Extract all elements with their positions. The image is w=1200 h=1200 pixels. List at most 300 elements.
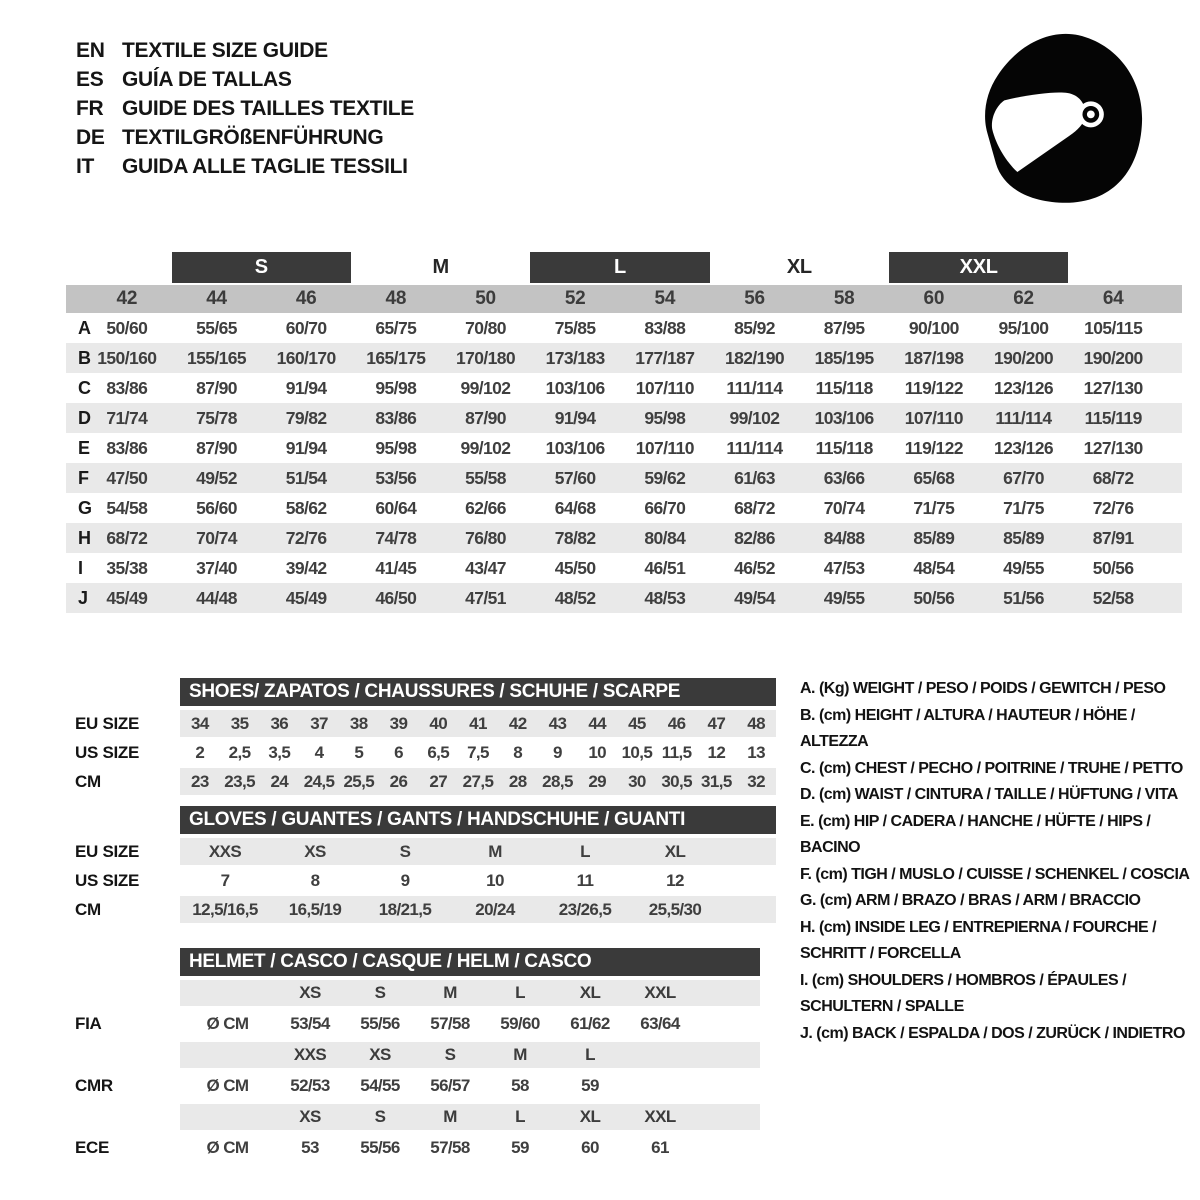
row-cells: [180, 980, 760, 1006]
helmet-table: [60, 948, 760, 1166]
size-value-cell: 60/70: [285, 317, 327, 338]
size-value-cell: 47/53: [823, 557, 865, 578]
size-value-cell: 190/200: [993, 347, 1054, 368]
size-value-cell: 65/75: [375, 317, 417, 338]
language-code: IT: [76, 155, 95, 178]
size-value-cell: 127/130: [1083, 437, 1143, 458]
gloves-table: [60, 806, 776, 925]
size-group-row: [66, 252, 1182, 283]
size-value-cell: 83/88: [644, 317, 686, 338]
size-value-cell: 165/175: [366, 347, 426, 368]
size-value-cell: 45/50: [554, 557, 596, 578]
row-label: CM: [75, 899, 101, 919]
size-value-cell: 56/60: [196, 497, 237, 518]
value-cell: 45: [628, 713, 646, 733]
size-value-cell: 44/48: [196, 587, 237, 608]
size-value-cell: 105/115: [1084, 317, 1143, 338]
value-cell: 10: [588, 742, 607, 762]
size-value-cell: 99/102: [460, 377, 511, 398]
size-value-cell: 55/65: [196, 317, 237, 338]
legend-item: D. (cm) WAIST / CINTURA / TAILLE / HÜFTUNG / VITA: [800, 786, 1178, 803]
size-column-header: 44: [206, 288, 227, 309]
size-value-cell: 49/55: [823, 587, 865, 608]
helmet-value-cell: 63/64: [640, 1014, 680, 1033]
size-value-cell: 75/78: [196, 407, 237, 428]
row-cells: [180, 739, 776, 766]
row-label: [60, 980, 180, 1006]
helmet-value-cell: 55/56: [360, 1138, 400, 1157]
value-cell: 43: [548, 713, 567, 733]
size-value-cell: 115/118: [815, 437, 873, 458]
value-cell: 32: [747, 771, 765, 791]
size-value-cell: 87/90: [196, 437, 237, 458]
size-value-cell: 48/52: [554, 587, 596, 608]
size-value-cell: 170/180: [455, 347, 516, 368]
size-value-cell: 47/51: [465, 587, 506, 608]
size-table-row: [66, 493, 1182, 523]
row-label: US SIZE: [75, 742, 140, 762]
size-value-cell: 78/82: [554, 527, 596, 548]
size-column-header: 62: [1013, 288, 1034, 309]
value-cell: L: [580, 841, 590, 861]
helmet-value-cell: 57/58: [430, 1014, 470, 1033]
value-cell: 9: [553, 742, 562, 762]
size-value-cell: 111/114: [726, 377, 783, 398]
value-cell: 39: [389, 713, 408, 733]
value-cell: 27: [429, 771, 448, 791]
size-value-cell: 115/118: [815, 377, 873, 398]
row-label: EU SIZE: [75, 713, 140, 733]
language-row: [76, 152, 414, 181]
value-cell: 12,5/16,5: [192, 899, 258, 919]
size-value-cell: 51/56: [1003, 587, 1044, 608]
size-value-cell: 103/106: [545, 437, 605, 458]
size-value-cell: 49/54: [734, 587, 775, 608]
size-value-cell: 91/94: [285, 437, 327, 458]
language-code: DE: [76, 126, 105, 149]
shoes-rows: [60, 710, 776, 795]
size-value-cell: 71/75: [913, 497, 955, 518]
row-letter-label: H: [78, 527, 91, 548]
language-code: FR: [76, 97, 104, 120]
size-value-cell: 35/38: [106, 557, 148, 578]
racing-helmet-svg: [966, 26, 1158, 212]
value-cell: 8: [310, 870, 320, 890]
table-row: [60, 768, 776, 795]
size-value-cell: 72/76: [285, 527, 327, 548]
helmet-value-cell: 61/62: [570, 1014, 610, 1033]
value-cell: 25,5: [343, 771, 375, 791]
value-cell: XL: [664, 841, 686, 861]
measurement-legend: [800, 676, 1198, 1047]
helmet-sections: [60, 980, 760, 1164]
size-column-header: 50: [475, 288, 496, 309]
value-cell: 6: [394, 742, 403, 762]
language-row: [76, 36, 414, 65]
language-label: GUIDE DES TAILLES TEXTILE: [122, 97, 414, 120]
shoes-table: [60, 678, 776, 797]
row-cells: [180, 1008, 760, 1040]
cert-label: ECE: [75, 1138, 110, 1157]
size-value-cell: 76/80: [465, 527, 506, 548]
size-value-cell: 68/72: [106, 527, 148, 548]
value-cell: 24: [270, 771, 289, 791]
value-cell: 11: [576, 870, 594, 890]
row-label: [60, 1042, 180, 1068]
value-cell: 44: [588, 713, 607, 733]
value-cell: 28,5: [542, 771, 573, 791]
size-value-cell: 51/54: [285, 467, 327, 488]
language-row: [76, 65, 414, 94]
size-value-cell: 48/54: [913, 557, 955, 578]
row-letter-label: A: [78, 317, 91, 338]
value-cell: 25,5/30: [648, 899, 702, 919]
value-cell: 47: [707, 713, 726, 733]
value-cell: 11,5: [661, 742, 692, 762]
helmet-size-cell: S: [374, 983, 386, 1002]
size-value-cell: 60/64: [375, 497, 417, 518]
value-cell: 23,5: [224, 771, 255, 791]
size-value-cell: 182/190: [724, 347, 785, 368]
row-label: [60, 1104, 180, 1130]
value-cell: 38: [349, 713, 368, 733]
legend-item: I. (cm) SHOULDERS / HOMBROS / ÉPAULES / SCHULTERN / SPALLE: [800, 971, 1127, 1015]
table-row: [60, 867, 776, 894]
helmet-value-cell: 61: [651, 1138, 669, 1157]
size-value-cell: 87/95: [823, 317, 865, 338]
size-value-cell: 111/114: [995, 407, 1052, 428]
value-cell: 2: [195, 742, 205, 762]
helmet-size-cell: L: [515, 983, 525, 1002]
value-cell: XS: [304, 841, 326, 861]
size-group-label: XL: [786, 256, 812, 278]
size-value-cell: 68/72: [1092, 467, 1134, 488]
value-cell: 7,5: [467, 742, 489, 762]
table-row: [60, 739, 776, 766]
value-cell: 3,5: [268, 742, 291, 762]
size-column-header: 58: [833, 288, 855, 309]
value-cell: 31,5: [701, 771, 732, 791]
size-value-cell: 43/47: [465, 557, 506, 578]
value-cell: 2,5: [228, 742, 251, 762]
helmet-value-cell: 57/58: [430, 1138, 470, 1157]
size-value-cell: 85/89: [913, 527, 955, 548]
value-cell: 16,5/19: [288, 899, 342, 919]
size-value-cell: 71/75: [1003, 497, 1044, 518]
size-value-cell: 70/80: [465, 317, 506, 338]
row-label: CM: [75, 771, 101, 791]
value-cell: 23/26,5: [558, 899, 612, 919]
size-value-cell: 54/58: [106, 497, 148, 518]
value-cell: XXS: [208, 841, 242, 861]
value-cell: 35: [230, 713, 249, 733]
row-cells: [180, 768, 776, 795]
value-cell: 12: [707, 742, 726, 762]
helmet-title: HELMET / CASCO / CASQUE / HELM / CASCO: [180, 948, 760, 976]
helmet-size-cell: L: [515, 1107, 525, 1126]
size-table-row: [66, 553, 1182, 583]
helmet-size-cell: XL: [579, 1107, 601, 1126]
value-cell: 10: [486, 870, 504, 890]
size-value-cell: 103/106: [814, 407, 874, 428]
language-label: GUIDA ALLE TAGLIE TESSILI: [122, 155, 408, 178]
size-column-header: 54: [654, 288, 676, 309]
helmet-size-cell: XXL: [644, 1107, 676, 1126]
size-value-cell: 70/74: [196, 527, 237, 548]
row-label: EU SIZE: [75, 841, 140, 861]
apparel-size-table: [66, 252, 1182, 613]
size-value-cell: 49/55: [1003, 557, 1044, 578]
legend-item: B. (cm) HEIGHT / ALTURA / HAUTEUR / HÖHE / ALTEZZA: [800, 706, 1135, 750]
helmet-size-cell: M: [513, 1045, 527, 1064]
size-column-header: 56: [744, 288, 765, 309]
helmet-value-row: [60, 1070, 760, 1102]
size-value-cell: 160/170: [276, 347, 336, 368]
size-value-cell: 68/72: [734, 497, 775, 518]
value-cell: 12: [666, 870, 684, 890]
value-cell: 7: [220, 870, 230, 890]
value-cell: 30: [628, 771, 646, 791]
size-table-row: [66, 523, 1182, 553]
value-cell: 28: [508, 771, 527, 791]
value-cell: 42: [508, 713, 527, 733]
helmet-value-cell: 59: [511, 1138, 529, 1157]
value-cell: 46: [667, 713, 686, 733]
legend-item: H. (cm) INSIDE LEG / ENTREPIERNA / FOURCHE / SCHRITT / FORCELLA: [800, 918, 1157, 962]
helmet-value-row: [60, 1008, 760, 1040]
legend-item: F. (cm) TIGH / MUSLO / CUISSE / SCHENKEL / COSCIA: [800, 865, 1190, 883]
value-cell: 18/21,5: [378, 899, 432, 919]
size-value-cell: 119/122: [904, 437, 963, 458]
size-value-cell: 75/85: [554, 317, 596, 338]
row-cells: [180, 838, 776, 865]
size-column-header: 42: [116, 288, 138, 309]
size-value-cell: 190/200: [1083, 347, 1143, 368]
size-column-header: 46: [295, 288, 317, 309]
helmet-value-cell: 54/55: [360, 1076, 400, 1095]
helmet-value-cell: 55/56: [360, 1014, 400, 1033]
size-group-label: XXL: [889, 252, 1068, 283]
helmet-value-cell: 52/53: [290, 1076, 330, 1095]
value-cell: 37: [310, 713, 328, 733]
size-value-cell: 50/56: [1092, 557, 1134, 578]
size-value-cell: 46/50: [375, 587, 417, 608]
size-value-cell: 46/51: [644, 557, 686, 578]
size-table-row: [66, 433, 1182, 463]
size-value-cell: 74/78: [375, 527, 417, 548]
size-column-header: 48: [385, 288, 407, 309]
unit-cell: Ø CM: [206, 1014, 249, 1033]
language-code: ES: [76, 68, 104, 91]
size-columns-band: [66, 285, 1182, 313]
size-value-cell: 173/183: [545, 347, 605, 368]
row-cells: [180, 1104, 760, 1130]
row-letter-label: C: [78, 377, 91, 398]
helmet-size-cell: XL: [579, 983, 601, 1002]
value-cell: 20/24: [475, 899, 515, 919]
table-row: [60, 896, 776, 923]
helmet-size-cell: S: [444, 1045, 456, 1064]
language-label: TEXTILE SIZE GUIDE: [122, 39, 328, 62]
value-cell: 4: [314, 742, 324, 762]
size-value-cell: 82/86: [734, 527, 775, 548]
size-value-cell: 185/195: [814, 347, 874, 368]
value-cell: 9: [400, 870, 410, 890]
size-value-cell: 52/58: [1092, 587, 1134, 608]
value-cell: 24,5: [303, 771, 335, 791]
size-value-cell: 83/86: [375, 407, 417, 428]
value-cell: 10,5: [621, 742, 653, 762]
size-value-cell: 187/198: [904, 347, 964, 368]
size-column-header: 60: [923, 288, 945, 309]
helmet-value-cell: 56/57: [430, 1076, 470, 1095]
legend-item: A. (Kg) WEIGHT / PESO / POIDS / GEWITCH / PESO: [800, 680, 1166, 697]
helmet-size-cell: S: [374, 1107, 386, 1126]
size-value-cell: 72/76: [1092, 497, 1134, 518]
unit-cell: Ø CM: [206, 1076, 249, 1095]
size-value-cell: 95/98: [375, 437, 417, 458]
value-cell: S: [399, 841, 411, 861]
value-cell: 26: [389, 771, 408, 791]
size-table-row: [66, 583, 1182, 613]
legend-item: G. (cm) ARM / BRAZO / BRAS / ARM / BRACCIO: [800, 892, 1141, 909]
size-value-cell: 50/56: [913, 587, 955, 608]
size-value-cell: 50/60: [106, 317, 148, 338]
value-cell: 40: [429, 713, 448, 733]
language-code: EN: [76, 39, 105, 62]
size-column-header: 64: [1102, 288, 1124, 309]
size-value-cell: 107/110: [635, 377, 694, 398]
size-value-cell: 95/100: [998, 317, 1049, 338]
value-cell: 6,5: [427, 742, 450, 762]
size-value-cell: 41/45: [375, 557, 417, 578]
helmet-value-cell: 53/54: [290, 1014, 330, 1033]
legend-item: J. (cm) BACK / ESPALDA / DOS / ZURÜCK / INDIETRO: [800, 1024, 1185, 1042]
size-value-cell: 84/88: [823, 527, 865, 548]
value-cell: 23: [191, 771, 209, 791]
size-value-cell: 155/165: [186, 347, 247, 368]
value-cell: 48: [747, 713, 765, 733]
size-value-cell: 150/160: [97, 347, 157, 368]
helmet-size-cell: XXS: [293, 1045, 327, 1064]
size-value-cell: 48/53: [644, 587, 686, 608]
size-value-cell: 45/49: [106, 587, 148, 608]
row-cells: [180, 1042, 760, 1068]
size-value-cell: 39/42: [285, 557, 327, 578]
row-letter-label: D: [78, 407, 91, 428]
size-value-cell: 91/94: [554, 407, 596, 428]
size-value-cell: 37/40: [196, 557, 237, 578]
size-value-cell: 53/56: [375, 467, 417, 488]
helmet-value-cell: 60: [581, 1138, 599, 1157]
size-table-row: [66, 373, 1182, 403]
size-value-cell: 59/62: [644, 467, 686, 488]
row-letter-label: I: [78, 557, 83, 578]
value-cell: 27,5: [462, 771, 494, 791]
row-cells: [180, 896, 776, 923]
size-column-header: 52: [564, 288, 586, 309]
size-value-cell: 63/66: [823, 467, 865, 488]
size-table-row: [66, 343, 1182, 373]
size-value-cell: 46/52: [734, 557, 775, 578]
row-cells: [180, 710, 776, 737]
size-value-cell: 45/49: [285, 587, 327, 608]
value-cell: 34: [191, 713, 209, 733]
row-cells: [180, 1132, 760, 1164]
legend-item: E. (cm) HIP / CADERA / HANCHE / HÜFTE / HIPS / BACINO: [800, 812, 1151, 856]
helmet-size-cell: XS: [299, 983, 321, 1002]
size-value-cell: 79/82: [285, 407, 327, 428]
row-cells: [180, 867, 776, 894]
size-table-row: [66, 313, 1182, 343]
size-value-cell: 103/106: [545, 377, 605, 398]
size-value-cell: 111/114: [726, 437, 783, 458]
row-letter-label: B: [78, 347, 91, 368]
helmet-value-cell: 59: [581, 1076, 599, 1095]
size-group-label: M: [432, 256, 449, 278]
size-value-cell: 95/98: [644, 407, 686, 428]
size-value-cell: 58/62: [285, 497, 327, 518]
size-value-cell: 119/122: [904, 377, 963, 398]
table-row: [60, 710, 776, 737]
helmet-size-cell: M: [443, 983, 457, 1002]
size-value-cell: 90/100: [908, 317, 959, 338]
cert-label: FIA: [75, 1014, 102, 1033]
helmet-size-cell: M: [443, 1107, 457, 1126]
helmet-size-header-row: [60, 980, 760, 1006]
shoes-title: SHOES/ ZAPATOS / CHAUSSURES / SCHUHE / SCARPE: [180, 678, 776, 706]
language-row: [76, 123, 414, 152]
cert-label: CMR: [75, 1076, 113, 1095]
size-value-cell: 57/60: [554, 467, 596, 488]
value-cell: 29: [588, 771, 607, 791]
size-table-row: [66, 463, 1182, 493]
size-value-cell: 107/110: [904, 407, 963, 428]
size-group-label: L: [530, 252, 709, 283]
size-value-cell: 70/74: [823, 497, 865, 518]
size-value-cell: 83/86: [106, 377, 148, 398]
size-value-cell: 85/89: [1003, 527, 1044, 548]
value-cell: 41: [469, 713, 487, 733]
row-letter-label: G: [78, 497, 92, 518]
size-value-cell: 49/52: [196, 467, 237, 488]
gloves-title: GLOVES / GUANTES / GANTS / HANDSCHUHE / GUANTI: [180, 806, 776, 834]
table-row: [60, 838, 776, 865]
size-value-cell: 65/68: [913, 467, 955, 488]
helmet-size-header-row: [60, 1042, 760, 1068]
size-table-row: [66, 403, 1182, 433]
size-value-cell: 55/58: [465, 467, 506, 488]
size-value-cell: 83/86: [106, 437, 148, 458]
helmet-size-header-row: [60, 1104, 760, 1130]
size-rows: [66, 313, 1182, 613]
helmet-value-cell: 53: [301, 1138, 319, 1157]
row-letter-label: F: [78, 467, 89, 488]
legend-item: C. (cm) CHEST / PECHO / POITRINE / TRUHE / PETTO: [800, 759, 1183, 777]
row-cells: [180, 1070, 760, 1102]
value-cell: 5: [354, 742, 364, 762]
value-cell: 8: [513, 742, 523, 762]
helmet-size-cell: XS: [369, 1045, 391, 1064]
size-value-cell: 64/68: [554, 497, 596, 518]
size-value-cell: 107/110: [635, 437, 694, 458]
size-value-cell: 99/102: [729, 407, 780, 428]
language-row: [76, 94, 414, 123]
size-value-cell: 91/94: [285, 377, 327, 398]
size-value-cell: 67/70: [1003, 467, 1044, 488]
helmet-size-cell: XS: [299, 1107, 321, 1126]
helmet-value-cell: 58: [511, 1076, 529, 1095]
